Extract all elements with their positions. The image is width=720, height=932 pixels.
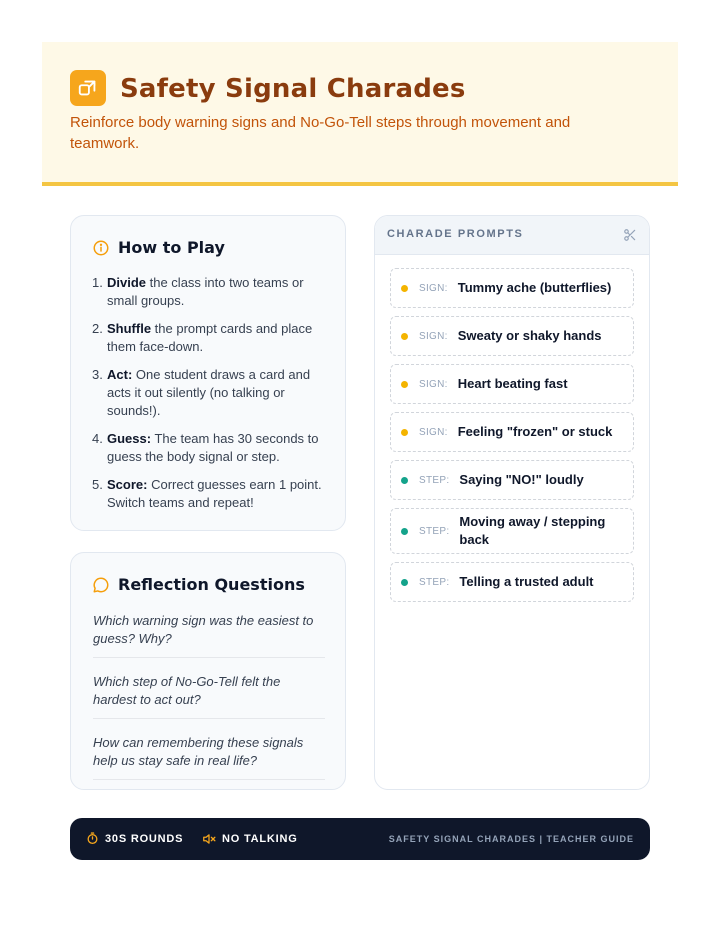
prompts-header [375,216,649,255]
list-item: 1. Divide the class into two teams or small groups. [92,275,304,308]
scissors-icon [623,228,637,242]
footer-rounds [86,832,183,845]
prompt-text: Moving away / stepping back [459,514,606,547]
prompt-dot [401,579,408,586]
how-to-play-heading [92,238,225,257]
list-item: 4. Guess: The team has 30 seconds to guess the body signal or step. [92,431,319,464]
no-talking-label: NO TALKING [222,833,298,845]
reflection-question: Which warning sign was the easiest to guess? Why? [93,609,325,658]
info-icon [92,239,110,257]
charade-prompts-panel [374,215,650,790]
footer-no-talking [202,832,298,846]
how-to-play-card [70,215,346,531]
reflection-title: Reflection Questions [118,575,305,594]
steps-list [92,274,329,522]
prompt-text: Tummy ache (butterflies) [457,280,612,295]
prompt-dot [401,285,408,292]
list-item: 3. Act: One student draws a card and acts it out silently (no talking or sounds!). [92,367,311,418]
reflection-question: How can remembering these signals help us stay safe in real life? [93,731,325,780]
speech-bubble-icon [92,576,110,594]
prompt-text: Saying "NO!" loudly [459,472,584,487]
list-item: 5. Score: Correct guesses earn 1 point. Switch teams and repeat! [92,477,322,510]
prompt-card [390,562,634,602]
page-subtitle: Reinforce body warning signs and No-Go-Tell steps through movement and teamwork. [70,114,571,152]
reflection-heading [92,575,305,594]
mute-icon [202,832,216,846]
prompt-text: Feeling "frozen" or stuck [457,424,613,439]
prompt-card [390,412,634,452]
reflection-card [70,552,346,790]
prompt-dot [401,429,408,436]
prompt-type: STEP: [419,474,450,486]
prompt-type: STEP: [419,525,450,537]
page-header [42,42,678,186]
prompt-card [390,364,634,404]
stopwatch-icon [86,832,99,845]
rounds-label: 30S ROUNDS [105,832,184,845]
prompt-card [390,508,634,554]
prompt-dot [401,528,408,535]
prompt-type: SIGN: [419,426,448,438]
questions-list [93,609,325,792]
prompt-dot [401,333,408,340]
prompt-text: Sweaty or shaky hands [457,328,602,343]
prompt-dot [401,477,408,484]
list-item: 2. Shuffle the prompt cards and place them face-down. [92,321,313,354]
prompt-cards [390,268,634,610]
prompt-text: Heart beating fast [457,376,568,391]
prompt-card [390,460,634,500]
footer-bar [70,818,650,860]
prompt-dot [401,381,408,388]
prompt-type: SIGN: [419,330,448,342]
prompt-type: STEP: [419,576,450,588]
prompt-card [390,316,634,356]
reflection-question: Which step of No-Go-Tell felt the hardest to act out? [93,670,325,719]
prompt-type: SIGN: [419,378,448,390]
prompt-card [390,268,634,308]
prompts-title: CHARADE PROMPTS [387,228,524,240]
how-to-play-title: How to Play [118,238,225,257]
footer-guide-label: SAFETY SIGNAL CHARADES | TEACHER GUIDE [388,834,634,844]
prompt-type: SIGN: [419,282,448,294]
prompt-text: Telling a trusted adult [459,574,594,589]
page-title: Safety Signal Charades [120,74,466,104]
charades-logo-icon [70,70,106,106]
